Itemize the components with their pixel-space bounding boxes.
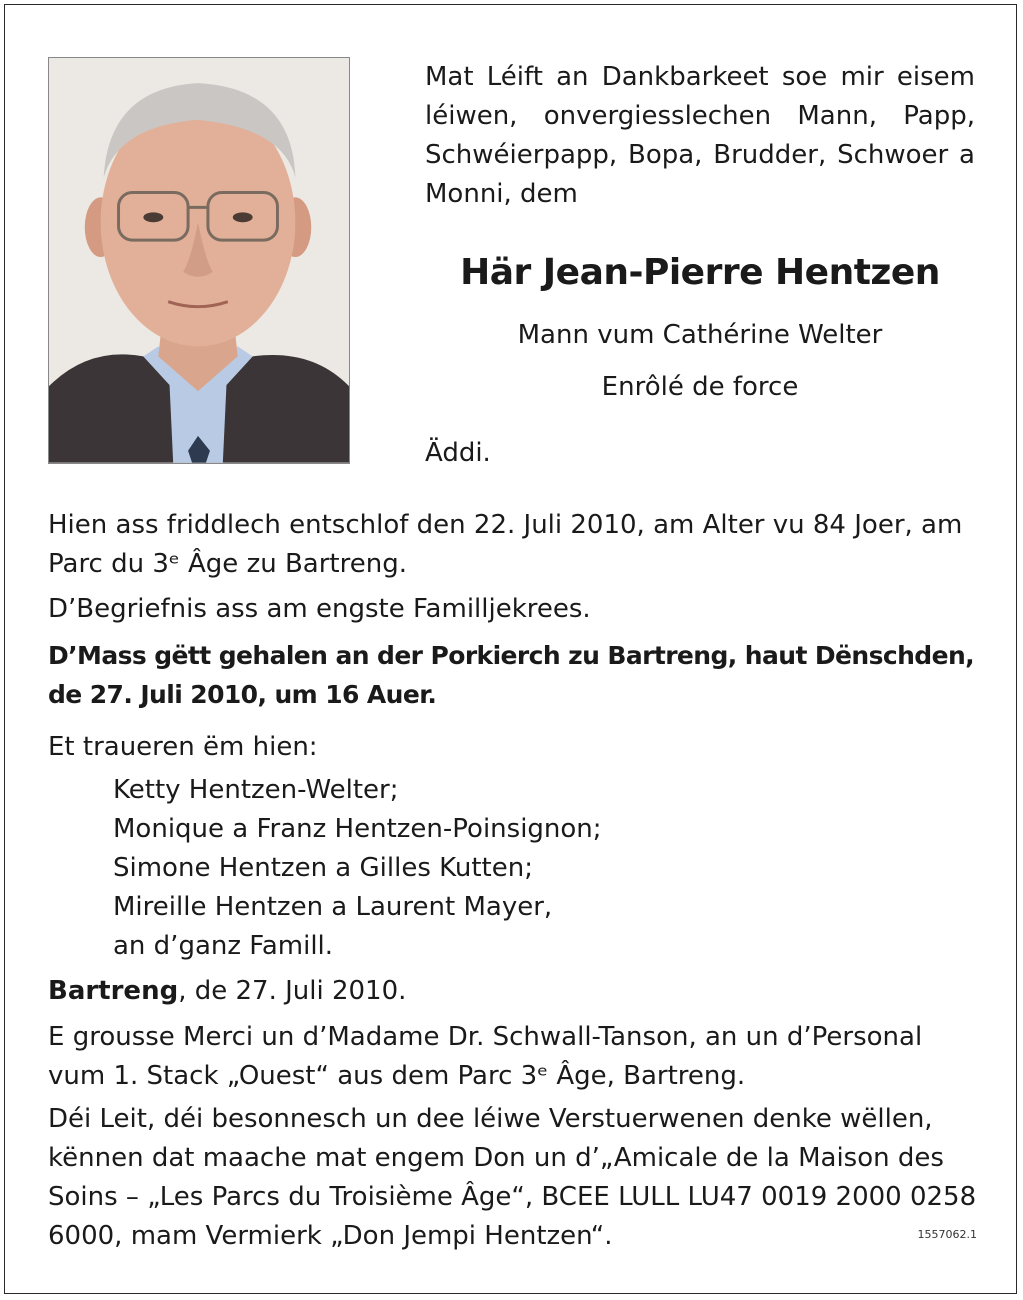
mourner-item: Simone Hentzen a Gilles Kutten; [113, 853, 533, 883]
donation-text: Déi Leit, déi besonnesch un dee léiwe Verstuerwenen denke wëllen, kënnen dat maache mat engem Don un d’„Amicale de la Maison des Soins – „Les Parcs du Troisième Âge“, BCEE LULL LU47 0019 2000 0258 6000, mam Vermierk „Don Jempi Hentzen“. [48, 1104, 977, 1251]
place-name: Bartreng [48, 976, 179, 1006]
title-line: Enrôlé de force [601, 372, 799, 402]
portrait-photo [48, 57, 350, 464]
place-date-line [48, 972, 978, 1011]
mourner-item: Ketty Hentzen-Welter; [113, 775, 399, 805]
mourner-item: Mireille Hentzen a Laurent Mayer, [113, 892, 553, 922]
thanks-text: E grousse Merci un d’Madame Dr. Schwall-Tanson, an un d’Personal vum 1. Stack „Ouest“ aus dem Parc 3ᵉ Âge, Bartreng. [48, 1022, 923, 1091]
deceased-name: Här Jean-Pierre Hentzen [460, 252, 940, 293]
spouse-line: Mann vum Cathérine Welter [517, 320, 883, 350]
date-line: , de 27. Juli 2010. [178, 976, 407, 1006]
burial-notice: D’Begriefnis ass am engste Familljekrees. [48, 594, 591, 624]
mourners-heading: Et traueren ëm hien: [48, 732, 318, 762]
death-notice: Hien ass friddlech entschlof den 22. Juli 2010, am Alter vu 84 Joer, am Parc du 3ᵉ Âge zu Bartreng. [48, 510, 963, 579]
mourners-list [113, 771, 602, 966]
intro-text: Mat Léift an Dankbarkeet soe mir eisem léiwen, onvergiesslechen Mann, Papp, Schwéierpapp, Bopa, Brudder, Schwoer a Monni, dem [425, 62, 975, 209]
reference-number: 1557062.1 [917, 1228, 977, 1241]
mass-notice: D’Mass gëtt gehalen an der Porkierch zu Bartreng, haut Dënschden, de 27. Juli 2010, um 16 Auer. [48, 641, 975, 709]
mourner-item: an d’ganz Famill. [113, 931, 334, 961]
farewell-text: Äddi. [425, 438, 491, 468]
portrait-photo-icon [49, 58, 349, 463]
mourner-item: Monique a Franz Hentzen-Poinsignon; [113, 814, 602, 844]
